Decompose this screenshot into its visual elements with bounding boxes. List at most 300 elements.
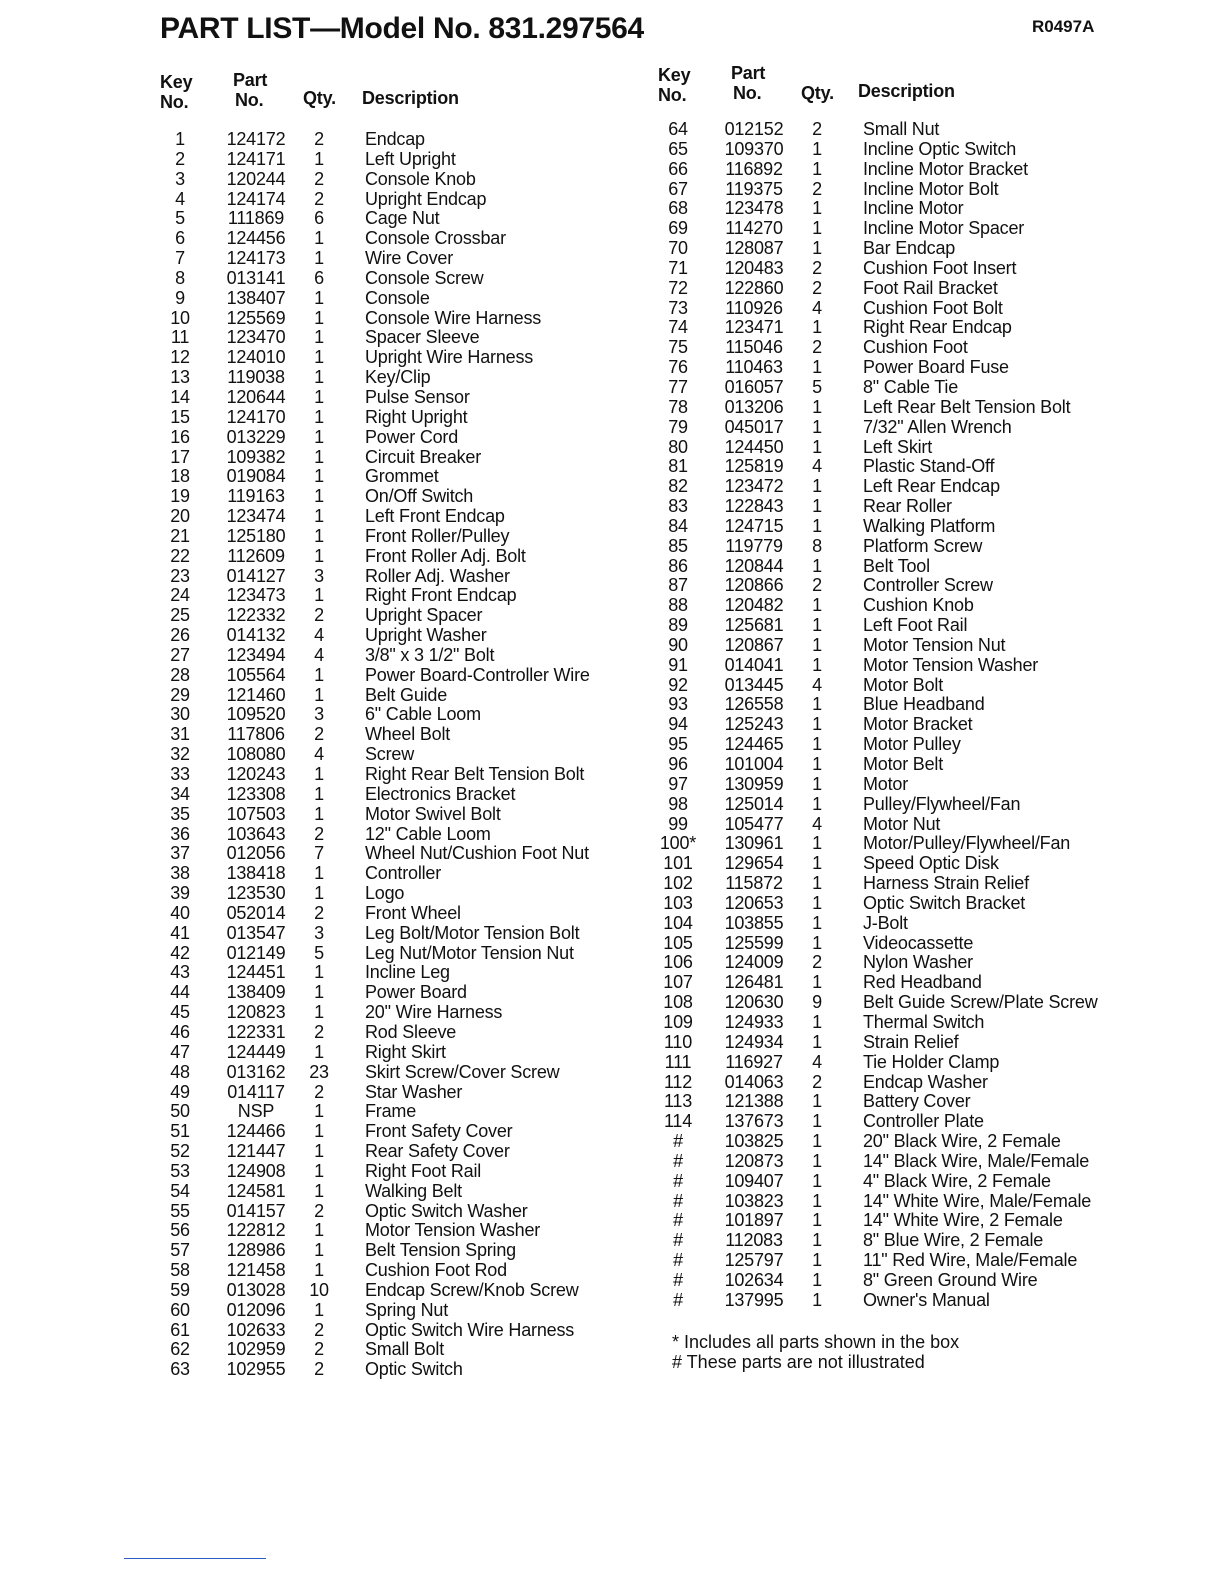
description: Leg Bolt/Motor Tension Bolt xyxy=(365,922,580,943)
description: Optic Switch xyxy=(365,1359,463,1380)
description: Right Rear Belt Tension Bolt xyxy=(365,764,585,784)
description: 20" Black Wire, 2 Female xyxy=(863,1131,1061,1152)
part-number: 137673 xyxy=(724,1111,784,1132)
part-number: 120653 xyxy=(724,892,784,913)
table-row xyxy=(658,438,1128,458)
part-number: 013445 xyxy=(724,674,784,695)
part-number: 124456 xyxy=(226,228,286,249)
description: Front Safety Cover xyxy=(365,1121,513,1142)
table-row xyxy=(160,745,630,765)
table-row xyxy=(658,894,1128,914)
description: Wheel Bolt xyxy=(365,724,451,745)
table-row xyxy=(160,1023,630,1043)
description: Optic Switch Wire Harness xyxy=(365,1319,575,1340)
key-number: 9 xyxy=(175,287,185,308)
part-number: 124451 xyxy=(226,962,286,983)
key-number: 81 xyxy=(668,456,688,477)
key-number: 48 xyxy=(170,1061,190,1082)
key-number: 39 xyxy=(170,883,190,904)
part-number: 103823 xyxy=(724,1190,784,1211)
key-number: 22 xyxy=(170,545,190,566)
key-number: 2 xyxy=(175,148,185,169)
description: 11" Red Wire, Male/Female xyxy=(863,1250,1078,1271)
part-number: 122860 xyxy=(724,277,784,298)
table-row xyxy=(658,160,1128,180)
table-row xyxy=(658,279,1128,299)
quantity: 1 xyxy=(314,347,324,368)
description: Motor Bracket xyxy=(863,714,973,735)
part-number: 138418 xyxy=(226,863,286,884)
key-number: 26 xyxy=(170,625,190,646)
table-row xyxy=(160,1301,630,1321)
key-number: 63 xyxy=(170,1359,190,1380)
part-number: 123474 xyxy=(226,506,286,527)
part-number: 013547 xyxy=(226,922,286,943)
description: Rear Roller xyxy=(863,496,952,517)
key-number: 113 xyxy=(663,1091,693,1112)
table-row xyxy=(658,695,1128,715)
part-number: 123470 xyxy=(226,327,286,348)
quantity: 1 xyxy=(314,803,324,824)
part-number: 109407 xyxy=(724,1170,784,1191)
key-number: 6 xyxy=(175,228,185,249)
description: Wheel Nut/Cushion Foot Nut xyxy=(365,843,589,864)
description: Bar Endcap xyxy=(863,238,956,259)
part-number: 019084 xyxy=(226,466,286,487)
description: J-Bolt xyxy=(863,912,908,933)
table-row xyxy=(160,864,630,884)
table-row xyxy=(658,676,1128,696)
part-number: 120243 xyxy=(226,764,286,784)
description: Electronics Bracket xyxy=(365,783,516,804)
quantity: 1 xyxy=(314,327,324,348)
quantity: 2 xyxy=(812,1071,822,1092)
table-row xyxy=(658,596,1128,616)
quantity: 1 xyxy=(812,515,822,536)
key-number: 109 xyxy=(663,1011,693,1032)
key-number: 94 xyxy=(668,714,688,735)
part-number: 120483 xyxy=(724,257,784,278)
key-number: 100* xyxy=(659,833,697,854)
description: Blue Headband xyxy=(863,694,985,715)
part-number: 013141 xyxy=(226,267,286,288)
quantity: 2 xyxy=(812,337,822,358)
quantity: 4 xyxy=(812,456,822,477)
description: Right Front Endcap xyxy=(365,585,517,606)
quantity: 4 xyxy=(812,1051,822,1072)
table-row xyxy=(658,1152,1128,1172)
quantity: 4 xyxy=(812,674,822,695)
table-row xyxy=(160,487,630,507)
key-number: 42 xyxy=(170,942,190,963)
part-number: 121460 xyxy=(226,684,286,705)
description: Belt Guide Screw/Plate Screw xyxy=(863,992,1098,1013)
description: Front Wheel xyxy=(365,902,461,923)
description: Motor Bolt xyxy=(863,674,944,695)
key-number: 57 xyxy=(170,1240,190,1261)
description: 20" Wire Harness xyxy=(365,1002,503,1023)
table-row xyxy=(658,616,1128,636)
description: Motor Pulley xyxy=(863,734,961,755)
key-number: 1 xyxy=(175,129,185,149)
table-row xyxy=(160,1043,630,1063)
part-number: 120630 xyxy=(724,992,784,1013)
table-row xyxy=(658,993,1128,1013)
quantity: 1 xyxy=(812,1131,822,1152)
part-number: 120844 xyxy=(724,555,784,576)
key-number: 64 xyxy=(668,119,688,139)
part-number: 120644 xyxy=(226,386,286,407)
key-number: 8 xyxy=(175,267,185,288)
key-number: 78 xyxy=(668,396,688,417)
quantity: 1 xyxy=(314,1160,324,1181)
quantity: 2 xyxy=(812,575,822,596)
key-number: 85 xyxy=(668,535,688,556)
description: Rod Sleeve xyxy=(365,1021,457,1042)
key-number: 68 xyxy=(668,198,688,219)
quantity: 1 xyxy=(812,873,822,894)
description: Motor Belt xyxy=(863,754,944,774)
table-row xyxy=(658,358,1128,378)
description: Thermal Switch xyxy=(863,1011,985,1032)
key-number: 37 xyxy=(170,843,190,864)
description: 7/32" Allen Wrench xyxy=(863,416,1012,437)
part-number: 124466 xyxy=(226,1121,286,1142)
description: Spring Nut xyxy=(365,1299,449,1320)
quantity: 1 xyxy=(812,654,822,675)
part-number: 012056 xyxy=(226,843,286,864)
table-row xyxy=(658,1271,1128,1291)
part-number: 014063 xyxy=(724,1071,784,1092)
key-number: 44 xyxy=(170,982,190,1003)
part-number: 107503 xyxy=(226,803,286,824)
key-number: 25 xyxy=(170,605,190,626)
quantity: 1 xyxy=(314,684,324,705)
key-number: # xyxy=(673,1210,683,1231)
table-row xyxy=(160,1122,630,1142)
table-row xyxy=(160,765,630,785)
part-number: NSP xyxy=(237,1101,275,1122)
description: Grommet xyxy=(365,466,439,487)
part-number: 105477 xyxy=(724,813,784,834)
quantity: 1 xyxy=(812,436,822,457)
key-number: 69 xyxy=(668,218,688,239)
quantity: 2 xyxy=(314,188,324,209)
key-number: 27 xyxy=(170,644,190,665)
key-number: 71 xyxy=(668,257,688,278)
key-number: 101 xyxy=(663,853,693,874)
description: Frame xyxy=(365,1101,417,1122)
key-number: 111 xyxy=(664,1051,692,1072)
table-row xyxy=(658,1092,1128,1112)
table-row xyxy=(658,219,1128,239)
key-number: 98 xyxy=(668,793,688,814)
description: Incline Motor Spacer xyxy=(863,218,1025,239)
table-row xyxy=(160,983,630,1003)
key-number: 105 xyxy=(663,932,693,953)
key-number: 61 xyxy=(170,1319,190,1340)
description: Power Board xyxy=(365,982,467,1003)
description: Endcap xyxy=(365,129,425,149)
key-number: 40 xyxy=(170,902,190,923)
key-number: 12 xyxy=(170,347,190,368)
key-number: 43 xyxy=(170,962,190,983)
quantity: 1 xyxy=(812,734,822,755)
quantity: 1 xyxy=(812,1111,822,1132)
part-number: 122331 xyxy=(226,1021,286,1042)
key-number: 14 xyxy=(170,386,190,407)
table-row xyxy=(658,715,1128,735)
table-row xyxy=(160,1221,630,1241)
key-number: 97 xyxy=(668,773,688,794)
part-number: 121388 xyxy=(724,1091,784,1112)
quantity: 1 xyxy=(314,287,324,308)
table-row xyxy=(160,388,630,408)
description: Front Roller/Pulley xyxy=(365,525,510,546)
quantity: 2 xyxy=(314,1200,324,1221)
description: Controller Plate xyxy=(863,1111,984,1132)
table-row xyxy=(658,398,1128,418)
part-number: 119375 xyxy=(725,178,783,199)
table-row xyxy=(160,448,630,468)
table-row xyxy=(658,656,1128,676)
quantity: 6 xyxy=(314,208,324,229)
part-number: 123530 xyxy=(226,883,286,904)
part-number: 109520 xyxy=(226,704,286,725)
key-number: 84 xyxy=(668,515,688,536)
table-row xyxy=(160,527,630,547)
description: Cushion Knob xyxy=(863,595,974,616)
part-number: 126481 xyxy=(724,972,784,993)
table-row xyxy=(160,666,630,686)
description: Belt Guide xyxy=(365,684,448,705)
description: Star Washer xyxy=(365,1081,463,1102)
description: Cushion Foot Rod xyxy=(365,1260,507,1281)
part-number: 124171 xyxy=(226,148,286,169)
key-number: 35 xyxy=(170,803,190,824)
key-number: 87 xyxy=(668,575,688,596)
description: Console xyxy=(365,287,430,308)
part-number: 111869 xyxy=(227,208,285,229)
quantity: 1 xyxy=(314,367,324,388)
table-row xyxy=(160,1202,630,1222)
part-number: 119038 xyxy=(227,367,285,388)
description: Platform Screw xyxy=(863,535,983,556)
quantity: 1 xyxy=(314,1180,324,1201)
table-row xyxy=(658,1192,1128,1212)
part-number: 109382 xyxy=(226,446,286,467)
quantity: 1 xyxy=(314,783,324,804)
key-number: 50 xyxy=(170,1101,190,1122)
quantity: 1 xyxy=(812,138,822,159)
part-number: 014157 xyxy=(226,1200,286,1221)
key-number: 11 xyxy=(170,327,190,348)
table-row xyxy=(160,348,630,368)
quantity: 2 xyxy=(812,178,822,199)
description: Walking Belt xyxy=(365,1180,462,1201)
part-number: 124172 xyxy=(226,129,286,149)
part-number: 110463 xyxy=(725,357,783,378)
table-row xyxy=(160,1261,630,1281)
quantity: 2 xyxy=(314,724,324,745)
description: Incline Motor xyxy=(863,198,964,219)
part-number: 124908 xyxy=(226,1160,286,1181)
quantity: 1 xyxy=(812,1031,822,1052)
quantity: 1 xyxy=(314,545,324,566)
quantity: 1 xyxy=(812,892,822,913)
table-row xyxy=(160,884,630,904)
part-number: 122812 xyxy=(226,1220,286,1241)
description: Battery Cover xyxy=(863,1091,971,1112)
table-row xyxy=(160,1142,630,1162)
quantity: 1 xyxy=(812,1150,822,1171)
key-number: 51 xyxy=(170,1121,190,1142)
quantity: 1 xyxy=(314,1121,324,1142)
quantity: 4 xyxy=(314,625,324,646)
table-row xyxy=(658,973,1128,993)
parts-table-right xyxy=(658,63,1128,1311)
description: Circuit Breaker xyxy=(365,446,482,467)
key-number: 15 xyxy=(170,406,190,427)
quantity: 1 xyxy=(314,585,324,606)
quantity: 2 xyxy=(812,257,822,278)
quantity: 7 xyxy=(314,843,324,864)
description: 3/8" x 3 1/2" Bolt xyxy=(365,644,495,665)
quantity: 1 xyxy=(314,426,324,447)
key-number: 107 xyxy=(663,972,693,993)
table-row xyxy=(658,378,1128,398)
table-row xyxy=(160,725,630,745)
part-number: 102959 xyxy=(226,1339,286,1360)
table-row xyxy=(160,507,630,527)
key-number: 21 xyxy=(170,525,190,546)
quantity: 3 xyxy=(314,704,324,725)
table-row xyxy=(658,239,1128,259)
part-number: 125819 xyxy=(724,456,784,477)
header-description: Description xyxy=(362,88,459,108)
description: 14" Black Wire, Male/Female xyxy=(863,1150,1090,1171)
part-number: 115872 xyxy=(725,873,783,894)
key-number: 74 xyxy=(668,317,688,338)
table-row xyxy=(160,229,630,249)
description: Power Cord xyxy=(365,426,459,447)
table-row xyxy=(658,557,1128,577)
quantity: 1 xyxy=(812,754,822,774)
quantity: 1 xyxy=(314,1141,324,1162)
key-number: 3 xyxy=(175,168,185,189)
description: Controller Screw xyxy=(863,575,993,596)
table-row xyxy=(160,209,630,229)
quantity: 1 xyxy=(812,1230,822,1251)
quantity: 1 xyxy=(314,446,324,467)
description: Left Skirt xyxy=(863,436,933,457)
description: Left Upright xyxy=(365,148,456,169)
quantity: 1 xyxy=(314,1220,324,1241)
part-number: 130959 xyxy=(724,773,784,794)
key-number: 56 xyxy=(170,1220,190,1241)
quantity: 1 xyxy=(812,555,822,576)
key-number: 103 xyxy=(663,892,693,913)
table-row xyxy=(160,1340,630,1360)
quantity: 1 xyxy=(314,1260,324,1281)
description: Front Roller Adj. Bolt xyxy=(365,545,526,566)
table-row xyxy=(160,805,630,825)
table-row xyxy=(658,1251,1128,1271)
part-number: 120866 xyxy=(724,575,784,596)
description: 8" Blue Wire, 2 Female xyxy=(863,1230,1044,1251)
key-number: 82 xyxy=(668,476,688,497)
key-number: # xyxy=(673,1190,683,1211)
quantity: 2 xyxy=(812,952,822,973)
description: Walking Platform xyxy=(863,515,996,536)
key-number: 41 xyxy=(170,922,190,943)
quantity: 1 xyxy=(812,357,822,378)
quantity: 1 xyxy=(314,1041,324,1062)
key-number: 52 xyxy=(170,1141,190,1162)
table-row xyxy=(658,120,1128,140)
table-row xyxy=(658,1053,1128,1073)
key-number: 89 xyxy=(668,615,688,636)
table-row xyxy=(160,408,630,428)
part-number: 116927 xyxy=(725,1051,783,1072)
key-number: 91 xyxy=(668,654,688,675)
description: Endcap Washer xyxy=(863,1071,988,1092)
description: Console Wire Harness xyxy=(365,307,542,328)
key-number: # xyxy=(673,1131,683,1152)
description: 14" White Wire, 2 Female xyxy=(863,1210,1063,1231)
key-number: # xyxy=(673,1269,683,1290)
part-number: 112083 xyxy=(725,1230,783,1251)
table-row xyxy=(658,795,1128,815)
part-number: 120867 xyxy=(724,634,784,655)
description: Spacer Sleeve xyxy=(365,327,480,348)
description: 4" Black Wire, 2 Female xyxy=(863,1170,1051,1191)
table-row xyxy=(160,547,630,567)
description: Cushion Foot xyxy=(863,337,968,358)
header-key: Key No. xyxy=(160,72,193,112)
quantity: 5 xyxy=(812,376,822,397)
description: Incline Motor Bracket xyxy=(863,158,1028,179)
quantity: 1 xyxy=(314,1002,324,1023)
description: Wire Cover xyxy=(365,248,454,269)
part-number: 013162 xyxy=(226,1061,286,1082)
table-row xyxy=(658,318,1128,338)
page-title: PART LIST—Model No. 831.297564 xyxy=(160,12,644,45)
part-number: 124449 xyxy=(226,1041,286,1062)
table-row xyxy=(658,418,1128,438)
table-row xyxy=(658,299,1128,319)
part-number: 124934 xyxy=(724,1031,784,1052)
description: Motor Nut xyxy=(863,813,941,834)
key-number: 112 xyxy=(663,1071,693,1092)
header-qty: Qty. xyxy=(303,88,336,108)
description: Endcap Screw/Knob Screw xyxy=(365,1279,579,1300)
quantity: 4 xyxy=(314,644,324,665)
quantity: 1 xyxy=(314,1299,324,1320)
table-row xyxy=(658,1132,1128,1152)
table-row xyxy=(160,368,630,388)
part-number: 124450 xyxy=(724,436,784,457)
key-number: 31 xyxy=(170,724,190,745)
description: On/Off Switch xyxy=(365,486,474,507)
description: Power Board-Controller Wire xyxy=(365,664,590,685)
key-number: 66 xyxy=(668,158,688,179)
description: Cushion Foot Bolt xyxy=(863,297,1003,318)
quantity: 1 xyxy=(812,317,822,338)
key-number: 83 xyxy=(668,496,688,517)
description: Owner's Manual xyxy=(863,1289,990,1310)
part-number: 123308 xyxy=(226,783,286,804)
